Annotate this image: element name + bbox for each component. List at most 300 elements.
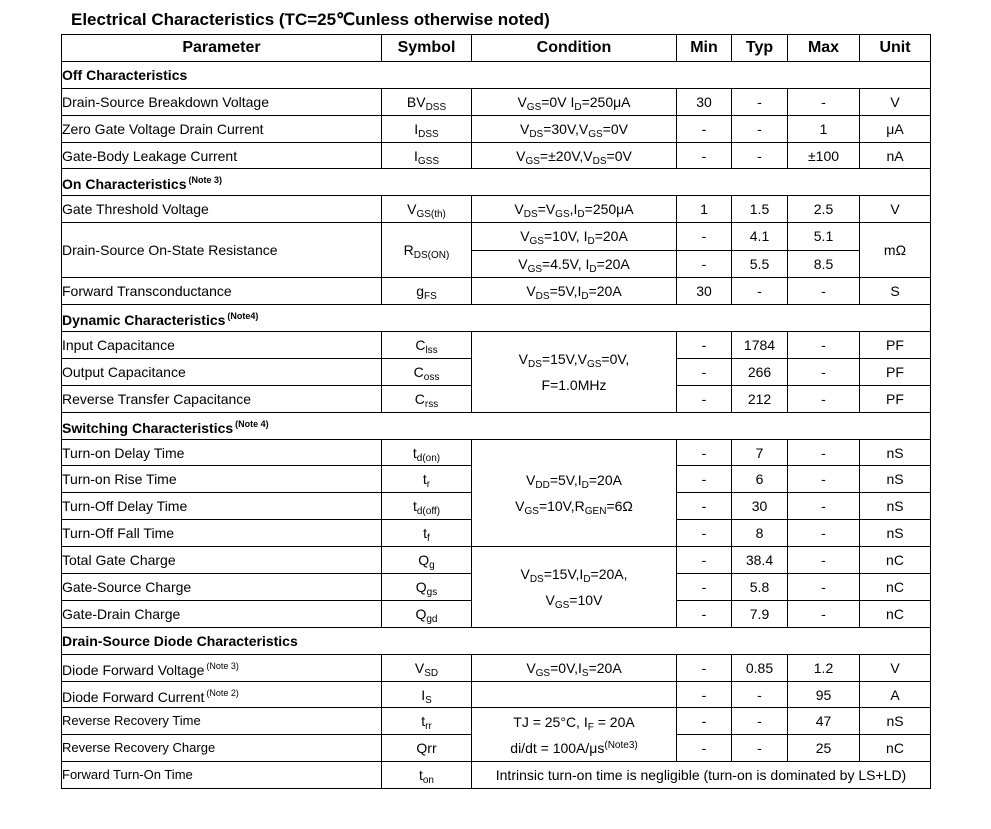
symbol-main: Q bbox=[415, 578, 427, 595]
unit-cell: mΩ bbox=[860, 223, 931, 278]
section-label: On Characteristics bbox=[62, 176, 187, 193]
header-parameter: Parameter bbox=[62, 35, 382, 62]
max-cell: - bbox=[788, 385, 860, 412]
cond-text: V bbox=[518, 255, 528, 272]
parameter-cell bbox=[62, 681, 382, 708]
cond-sub: GS bbox=[586, 358, 602, 370]
cond-text: V bbox=[518, 350, 529, 367]
symbol-cell bbox=[382, 142, 472, 169]
typ-cell: 5.8 bbox=[732, 574, 788, 601]
symbol-sub: rr bbox=[425, 721, 432, 733]
unit-cell: S bbox=[860, 278, 931, 305]
symbol-cell bbox=[382, 654, 472, 681]
symbol-sub: S bbox=[425, 694, 432, 706]
parameter-cell: Gate-Source Charge bbox=[62, 574, 382, 601]
symbol-sub: SD bbox=[424, 667, 439, 679]
symbol-sub: r bbox=[426, 479, 431, 491]
parameter-note: (Note 2) bbox=[206, 687, 239, 698]
max-cell: - bbox=[788, 574, 860, 601]
cond-sub: D bbox=[581, 291, 589, 303]
cond-sub: GS bbox=[526, 101, 542, 113]
table-row-ciss bbox=[62, 332, 931, 359]
symbol-sub: gd bbox=[426, 613, 438, 625]
cond-text: V bbox=[517, 93, 527, 110]
cond-text: V bbox=[515, 497, 525, 514]
cond-text: =250μA bbox=[581, 93, 631, 110]
unit-cell: PF bbox=[860, 358, 931, 385]
cond-sub: S bbox=[581, 667, 589, 679]
cond-text: =20A, bbox=[590, 565, 628, 582]
symbol-sub: gs bbox=[426, 586, 438, 598]
cond-sub: DS bbox=[529, 573, 544, 585]
cond-line bbox=[472, 493, 676, 519]
symbol-sub: GS(th) bbox=[416, 209, 446, 221]
parameter-cell: Gate-Body Leakage Current bbox=[62, 142, 382, 169]
symbol-main: I bbox=[421, 686, 426, 703]
parameter-cell: Output Capacitance bbox=[62, 358, 382, 385]
cond-text: V bbox=[526, 471, 536, 488]
cond-line bbox=[472, 587, 676, 613]
min-cell: - bbox=[677, 520, 732, 547]
typ-cell: - bbox=[732, 681, 788, 708]
table-row-idss bbox=[62, 115, 931, 142]
section-title-on bbox=[62, 169, 931, 196]
cond-note: (Note3) bbox=[604, 739, 638, 751]
symbol-cell bbox=[382, 439, 472, 466]
unit-cell: V bbox=[860, 654, 931, 681]
max-cell: - bbox=[788, 520, 860, 547]
symbol-main: BV bbox=[406, 93, 426, 110]
condition-cell bbox=[472, 681, 677, 708]
cond-sub: GS bbox=[554, 599, 570, 611]
cond-text: =30V,V bbox=[543, 120, 589, 137]
parameter-cell: Reverse Transfer Capacitance bbox=[62, 385, 382, 412]
unit-cell: μA bbox=[860, 115, 931, 142]
electrical-characteristics-table bbox=[61, 34, 931, 789]
symbol-cell bbox=[382, 547, 472, 574]
table-row-vsd bbox=[62, 654, 931, 681]
symbol-cell bbox=[382, 278, 472, 305]
symbol-main: t bbox=[421, 713, 426, 730]
max-cell: - bbox=[788, 547, 860, 574]
max-cell: - bbox=[788, 332, 860, 359]
typ-cell: 30 bbox=[732, 493, 788, 520]
cond-text: =20A bbox=[594, 228, 628, 245]
cond-line bbox=[472, 735, 676, 761]
max-cell: - bbox=[788, 600, 860, 627]
max-cell: 5.1 bbox=[788, 223, 860, 251]
min-cell: - bbox=[677, 439, 732, 466]
typ-cell: - bbox=[732, 278, 788, 305]
cond-text: V bbox=[526, 283, 536, 300]
symbol-sub: lss bbox=[425, 344, 438, 356]
cond-text: =10V,R bbox=[538, 497, 585, 514]
symbol-main: V bbox=[407, 201, 417, 218]
max-cell: - bbox=[788, 493, 860, 520]
typ-cell: - bbox=[732, 735, 788, 762]
typ-cell: - bbox=[732, 115, 788, 142]
typ-cell: 1784 bbox=[732, 332, 788, 359]
cond-sub: F bbox=[587, 721, 594, 733]
parameter-cell: Gate-Drain Charge bbox=[62, 600, 382, 627]
symbol-cell bbox=[382, 466, 472, 493]
symbol-main: Q bbox=[415, 605, 427, 622]
cond-text: =V bbox=[537, 201, 556, 218]
max-cell: 25 bbox=[788, 735, 860, 762]
table-row-bvdss bbox=[62, 88, 931, 115]
typ-cell: 212 bbox=[732, 385, 788, 412]
min-cell: 30 bbox=[677, 278, 732, 305]
symbol-sub: d(off) bbox=[416, 506, 441, 518]
max-cell: - bbox=[788, 439, 860, 466]
min-cell: 1 bbox=[677, 196, 732, 223]
header-unit: Unit bbox=[860, 35, 931, 62]
cond-text: =20A bbox=[588, 659, 622, 676]
min-cell: - bbox=[677, 574, 732, 601]
parameter-cell: Forward Turn-On Time bbox=[62, 762, 382, 789]
table-row-rdson-a bbox=[62, 223, 931, 251]
symbol-cell bbox=[382, 385, 472, 412]
symbol-main: Q bbox=[418, 552, 430, 569]
cond-sub: GS bbox=[555, 209, 570, 221]
min-cell: - bbox=[677, 681, 732, 708]
table-row-vgsth bbox=[62, 196, 931, 223]
cond-text: =±20V,V bbox=[539, 147, 593, 164]
min-cell: - bbox=[677, 600, 732, 627]
typ-cell: 5.5 bbox=[732, 250, 788, 278]
symbol-cell bbox=[382, 196, 472, 223]
unit-cell: nC bbox=[860, 735, 931, 762]
parameter-cell: Gate Threshold Voltage bbox=[62, 196, 382, 223]
table-row-gfs bbox=[62, 278, 931, 305]
parameter-cell: Reverse Recovery Time bbox=[62, 708, 382, 735]
typ-cell: 266 bbox=[732, 358, 788, 385]
cond-sub: GS bbox=[525, 155, 540, 167]
cond-text: =5V,I bbox=[549, 471, 582, 488]
parameter-cell: Turn-on Rise Time bbox=[62, 466, 382, 493]
section-row-diode bbox=[62, 627, 931, 654]
cond-text: =0V I bbox=[541, 93, 575, 110]
symbol-cell bbox=[382, 681, 472, 708]
symbol-cell bbox=[382, 574, 472, 601]
symbol-main: C bbox=[413, 363, 424, 380]
unit-cell: V bbox=[860, 88, 931, 115]
symbol-cell bbox=[382, 708, 472, 735]
cond-line bbox=[472, 346, 676, 372]
typ-cell: 0.85 bbox=[732, 654, 788, 681]
section-row-on bbox=[62, 169, 931, 196]
symbol-sub: rss bbox=[424, 398, 439, 410]
min-cell: - bbox=[677, 708, 732, 735]
min-cell: - bbox=[677, 466, 732, 493]
parameter-cell: Zero Gate Voltage Drain Current bbox=[62, 115, 382, 142]
max-cell: - bbox=[788, 88, 860, 115]
cond-sub: GEN bbox=[584, 505, 607, 517]
cond-sub: DS bbox=[535, 291, 550, 303]
symbol-main: t bbox=[422, 471, 427, 488]
parameter-cell: Input Capacitance bbox=[62, 332, 382, 359]
symbol-main: I bbox=[413, 147, 418, 164]
cond-sub: GS bbox=[529, 236, 544, 248]
cond-text: =0V,I bbox=[550, 659, 582, 676]
cond-sub: D bbox=[589, 263, 597, 275]
symbol-sub: d(on) bbox=[416, 452, 441, 464]
max-cell: 95 bbox=[788, 681, 860, 708]
symbol-cell bbox=[382, 115, 472, 142]
min-cell: 30 bbox=[677, 88, 732, 115]
cond-text: di/dt = 100A/μs bbox=[510, 739, 605, 756]
cond-sub: DD bbox=[535, 479, 550, 491]
unit-cell: PF bbox=[860, 332, 931, 359]
parameter-cell: Drain-Source On-State Resistance bbox=[62, 223, 382, 278]
cond-sub: GS bbox=[535, 667, 551, 679]
cond-text: V bbox=[519, 120, 530, 137]
unit-cell: nS bbox=[860, 520, 931, 547]
cond-text: V bbox=[520, 228, 530, 245]
cond-text: V bbox=[545, 591, 555, 608]
symbol-main: t bbox=[423, 525, 428, 542]
min-cell: - bbox=[677, 332, 732, 359]
symbol-cell bbox=[382, 520, 472, 547]
symbol-cell bbox=[382, 332, 472, 359]
symbol-main: C bbox=[414, 390, 425, 407]
section-note: (Note 4) bbox=[235, 418, 269, 429]
symbol-main: R bbox=[403, 242, 414, 259]
cond-text: =15V,V bbox=[541, 350, 587, 367]
symbol-cell bbox=[382, 762, 472, 789]
cond-sub: GS bbox=[524, 505, 539, 517]
cond-text: =10V bbox=[569, 591, 603, 608]
cond-sub: D bbox=[577, 209, 585, 221]
section-row-off bbox=[62, 61, 931, 88]
cond-text: =5V,I bbox=[549, 283, 582, 300]
max-cell: 8.5 bbox=[788, 250, 860, 278]
table-row-igss bbox=[62, 142, 931, 169]
unit-cell: A bbox=[860, 681, 931, 708]
condition-cell bbox=[472, 708, 677, 762]
typ-cell: 8 bbox=[732, 520, 788, 547]
header-max: Max bbox=[788, 35, 860, 62]
max-cell: - bbox=[788, 278, 860, 305]
table-row-ton bbox=[62, 762, 931, 789]
symbol-main: t bbox=[412, 444, 417, 461]
section-title-off bbox=[62, 61, 931, 88]
symbol-cell bbox=[382, 223, 472, 278]
table-row-trr bbox=[62, 708, 931, 735]
symbol-cell bbox=[382, 88, 472, 115]
cond-text: =20A bbox=[588, 283, 622, 300]
section-row-switching bbox=[62, 412, 931, 439]
cond-sub: DS bbox=[523, 209, 538, 221]
condition-cell bbox=[472, 332, 677, 413]
parameter-cell: Reverse Recovery Charge bbox=[62, 735, 382, 762]
cond-text: =0V bbox=[606, 147, 632, 164]
max-cell: 1.2 bbox=[788, 654, 860, 681]
symbol-sub: DS(ON) bbox=[413, 250, 450, 262]
parameter-cell bbox=[62, 654, 382, 681]
condition-cell bbox=[472, 439, 677, 547]
min-cell: - bbox=[677, 115, 732, 142]
condition-cell bbox=[472, 115, 677, 142]
parameter-cell: Drain-Source Breakdown Voltage bbox=[62, 88, 382, 115]
table-row-qg bbox=[62, 547, 931, 574]
symbol-main: C bbox=[415, 336, 426, 353]
condition-cell bbox=[472, 142, 677, 169]
cond-text: TJ = 25°C, I bbox=[513, 713, 588, 730]
max-cell: 47 bbox=[788, 708, 860, 735]
min-cell: - bbox=[677, 385, 732, 412]
unit-cell: nC bbox=[860, 574, 931, 601]
cond-sub: GS bbox=[588, 128, 603, 140]
parameter-cell: Turn-Off Fall Time bbox=[62, 520, 382, 547]
cond-sub: DS bbox=[592, 155, 607, 167]
parameter-cell: Turn-Off Delay Time bbox=[62, 493, 382, 520]
section-title-switching bbox=[62, 412, 931, 439]
symbol-main: I bbox=[414, 120, 419, 137]
symbol-cell bbox=[382, 358, 472, 385]
condition-cell bbox=[472, 250, 677, 278]
typ-cell: - bbox=[732, 142, 788, 169]
section-title-dynamic bbox=[62, 305, 931, 332]
section-note: (Note4) bbox=[227, 311, 259, 322]
cond-line bbox=[472, 467, 676, 493]
cond-text: =15V,I bbox=[543, 565, 584, 582]
cond-text: =20A bbox=[588, 471, 622, 488]
typ-cell: 4.1 bbox=[732, 223, 788, 251]
cond-text: =6Ω bbox=[606, 497, 633, 514]
section-label: Drain-Source Diode Characteristics bbox=[62, 632, 298, 649]
unit-cell: nC bbox=[860, 600, 931, 627]
cond-sub: D bbox=[574, 101, 582, 113]
condition-cell: Intrinsic turn-on time is negligible (turn-on is dominated by LS+LD) bbox=[472, 762, 931, 789]
condition-cell bbox=[472, 547, 677, 628]
cond-text: =20A bbox=[596, 255, 630, 272]
cond-sub: DS bbox=[528, 358, 542, 370]
cond-text: = 20A bbox=[593, 713, 635, 730]
parameter-cell: Turn-on Delay Time bbox=[62, 439, 382, 466]
cond-text: V bbox=[520, 565, 530, 582]
typ-cell: 1.5 bbox=[732, 196, 788, 223]
header-typ: Typ bbox=[732, 35, 788, 62]
max-cell: 1 bbox=[788, 115, 860, 142]
symbol-main: g bbox=[416, 283, 424, 300]
max-cell: - bbox=[788, 358, 860, 385]
condition-cell bbox=[472, 654, 677, 681]
unit-cell: nS bbox=[860, 439, 931, 466]
cond-line bbox=[472, 561, 676, 587]
cond-sub: DS bbox=[529, 128, 544, 140]
unit-cell: nA bbox=[860, 142, 931, 169]
symbol-sub: on bbox=[422, 775, 434, 787]
symbol-sub: oss bbox=[423, 371, 440, 383]
min-cell: - bbox=[677, 493, 732, 520]
unit-cell: PF bbox=[860, 385, 931, 412]
typ-cell: 38.4 bbox=[732, 547, 788, 574]
condition-cell bbox=[472, 196, 677, 223]
symbol-sub: FS bbox=[424, 291, 437, 303]
min-cell: - bbox=[677, 223, 732, 251]
section-label: Switching Characteristics bbox=[62, 419, 234, 436]
min-cell: - bbox=[677, 654, 732, 681]
cond-line: F=1.0MHz bbox=[541, 376, 607, 393]
typ-cell: 7.9 bbox=[732, 600, 788, 627]
section-label: Off Characteristics bbox=[62, 66, 188, 83]
max-cell: ±100 bbox=[788, 142, 860, 169]
symbol-cell: Qrr bbox=[382, 735, 472, 762]
section-row-dynamic bbox=[62, 305, 931, 332]
parameter-cell: Forward Transconductance bbox=[62, 278, 382, 305]
max-cell: 2.5 bbox=[788, 196, 860, 223]
min-cell: - bbox=[677, 735, 732, 762]
page-title: Electrical Characteristics (TC=25℃unless otherwise noted) bbox=[71, 10, 550, 29]
cond-text: =0V bbox=[602, 120, 629, 137]
symbol-sub: DSS bbox=[425, 101, 447, 113]
cond-line bbox=[472, 709, 676, 735]
symbol-cell bbox=[382, 600, 472, 627]
condition-cell bbox=[472, 278, 677, 305]
table-row-is bbox=[62, 681, 931, 708]
cond-sub: D bbox=[583, 573, 591, 585]
section-note: (Note 3) bbox=[188, 175, 222, 186]
header-symbol: Symbol bbox=[382, 35, 472, 62]
header-row bbox=[62, 35, 931, 62]
min-cell: - bbox=[677, 358, 732, 385]
section-label: Dynamic Characteristics bbox=[62, 312, 226, 329]
cond-text: V bbox=[526, 659, 536, 676]
header-condition: Condition bbox=[472, 35, 677, 62]
cond-sub: D bbox=[581, 479, 589, 491]
typ-cell: 6 bbox=[732, 466, 788, 493]
unit-cell: V bbox=[860, 196, 931, 223]
symbol-main: t bbox=[412, 498, 417, 515]
parameter-label: Diode Forward Current bbox=[62, 688, 205, 705]
cond-text: V bbox=[516, 147, 526, 164]
min-cell: - bbox=[677, 547, 732, 574]
cond-text: V bbox=[514, 201, 524, 218]
symbol-main: V bbox=[414, 659, 425, 676]
cond-text: =4.5V, I bbox=[542, 255, 590, 272]
parameter-cell: Total Gate Charge bbox=[62, 547, 382, 574]
condition-cell bbox=[472, 88, 677, 115]
cond-text: =0V, bbox=[601, 350, 630, 367]
symbol-main: t bbox=[418, 767, 423, 784]
min-cell: - bbox=[677, 250, 732, 278]
cond-text: =10V, I bbox=[543, 228, 588, 245]
header-min: Min bbox=[677, 35, 732, 62]
cond-text: =250μA bbox=[584, 201, 634, 218]
parameter-note: (Note 3) bbox=[206, 660, 239, 671]
unit-cell: nS bbox=[860, 493, 931, 520]
section-title-diode bbox=[62, 627, 931, 654]
typ-cell: - bbox=[732, 708, 788, 735]
cond-sub: D bbox=[587, 236, 595, 248]
max-cell: - bbox=[788, 466, 860, 493]
unit-cell: nC bbox=[860, 547, 931, 574]
typ-cell: 7 bbox=[732, 439, 788, 466]
typ-cell: - bbox=[732, 88, 788, 115]
symbol-sub: g bbox=[429, 560, 435, 572]
parameter-label: Diode Forward Voltage bbox=[62, 661, 205, 678]
unit-cell: nS bbox=[860, 708, 931, 735]
symbol-cell bbox=[382, 493, 472, 520]
symbol-sub: GSS bbox=[417, 155, 439, 167]
condition-cell bbox=[472, 223, 677, 251]
unit-cell: nS bbox=[860, 466, 931, 493]
cond-sub: GS bbox=[527, 263, 543, 275]
table-row-tdon bbox=[62, 439, 931, 466]
cond-text: ,I bbox=[569, 201, 578, 218]
min-cell: - bbox=[677, 142, 732, 169]
